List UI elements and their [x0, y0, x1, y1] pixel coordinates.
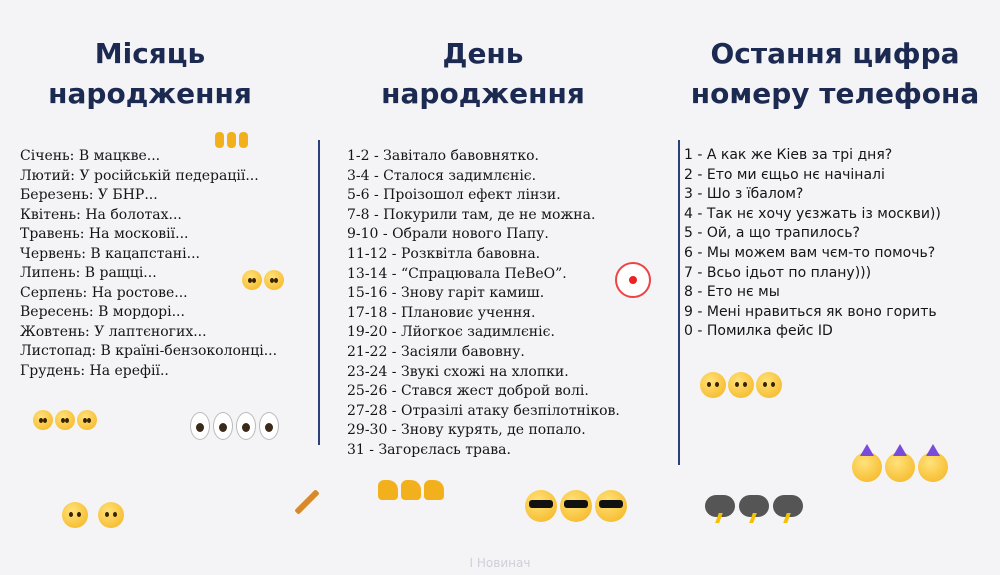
- list-item: Листопад: В країні-бензоколонці...: [20, 343, 278, 359]
- list-item: Квітень: На болотах...: [20, 206, 182, 223]
- list-item: 2 - Ето ми єщьо нє начіналі: [684, 166, 885, 183]
- syringe-icon: [292, 485, 322, 509]
- partying-face-icon: [852, 452, 951, 486]
- crossed-fingers-icon: [215, 128, 251, 152]
- list-item: 27-28 - Отразілі атаку безпілотніков.: [347, 402, 620, 419]
- list-item: 19-20 - Лйогкоє задимлєніє.: [347, 324, 555, 341]
- list-item: Вересень: В мордорі...: [20, 304, 185, 320]
- list-item: Січень: В мацкве...: [20, 148, 161, 164]
- flexed-biceps-icon: [378, 480, 447, 504]
- clown-icon: [615, 262, 651, 302]
- eyes-icon: [190, 412, 282, 444]
- month-list: [20, 147, 277, 381]
- list-item: 25-26 - Стався жест доброй волі.: [347, 383, 589, 400]
- list-item: Травень: На московії...: [20, 226, 189, 242]
- day-title-line2: народження: [381, 77, 585, 110]
- list-item: 29-30 - Знову курять, де попало.: [347, 422, 586, 439]
- zany-face-icon: [33, 410, 99, 434]
- month-column-title: [0, 34, 300, 114]
- list-item: 13-14 - “Спрацювала ПеВеО”.: [347, 265, 567, 282]
- list-item: 23-24 - Звукі схожі на хлопки.: [347, 363, 569, 380]
- list-item: Липень: В ращці...: [20, 265, 157, 281]
- phone-digit-list: [684, 146, 941, 342]
- list-item: Серпень: На ростове...: [20, 284, 188, 301]
- list-item: 31 - Загорєлась трава.: [347, 441, 511, 458]
- list-item: Грудень: На ерефії..: [20, 362, 169, 379]
- rolling-laughing-icon: [700, 372, 784, 402]
- list-item: 17-18 - Плановиє учення.: [347, 304, 536, 321]
- day-column-title: [318, 34, 648, 114]
- phone-title-line1: Остання цифра: [710, 37, 960, 70]
- list-item: Жовтень: У лаптєногих...: [20, 323, 207, 340]
- list-item: 11-12 - Розквітла бавовна.: [347, 245, 541, 262]
- column-divider-right: [678, 140, 680, 465]
- list-item: 7 - Всьо ідьот по плану))): [684, 264, 872, 281]
- month-title-line1: Місяць: [94, 37, 206, 70]
- list-item: 1 - А как же Кіев за трі дня?: [684, 147, 893, 163]
- list-item: 8 - Ето нє мы: [684, 284, 780, 301]
- list-item: 0 - Помилка фейс ID: [684, 323, 833, 340]
- thunder-cloud-icon: [705, 495, 807, 521]
- list-item: 6 - Мы можем вам чєм-то помочь?: [684, 244, 936, 261]
- list-item: Лютий: У російській педерації...: [20, 167, 259, 184]
- sunglasses-face-icon: [525, 490, 630, 526]
- list-item: Червень: В кацапстані...: [20, 245, 200, 262]
- list-item: 5 - Ой, а що трапилось?: [684, 225, 860, 242]
- list-item: 7-8 - Покурили там, де не можна.: [347, 206, 596, 223]
- list-item: 21-22 - Засіяли бавовну.: [347, 343, 525, 360]
- list-item: 3-4 - Сталося задимлєніє.: [347, 167, 537, 184]
- phone-title-line2: номеру телефона: [690, 77, 980, 110]
- list-item: Березень: У БНР...: [20, 187, 158, 203]
- list-item: 3 - Шо з їбалом?: [684, 186, 804, 203]
- phone-digit-column-title: [675, 34, 995, 114]
- list-item: 15-16 - Знову гаріт камиш.: [347, 285, 545, 302]
- column-divider-left: [318, 140, 320, 445]
- list-item: 4 - Так нє хочу уєзжать із москви)): [684, 205, 941, 222]
- grinning-sweat-icon: [242, 270, 286, 294]
- watermark: I Новинач: [469, 556, 531, 570]
- list-item: 1-2 - Завітало бавовнятко.: [347, 148, 539, 164]
- day-title-line1: День: [442, 37, 524, 70]
- list-item: 9-10 - Обрали нового Папу.: [347, 226, 549, 243]
- list-item: 5-6 - Проізошол ефект лінзи.: [347, 187, 561, 204]
- list-item: 9 - Мені нравиться як воно горить: [684, 303, 937, 320]
- day-list: [347, 147, 620, 461]
- winking-tongue-icon: [62, 502, 126, 532]
- month-title-line2: народження: [48, 77, 252, 110]
